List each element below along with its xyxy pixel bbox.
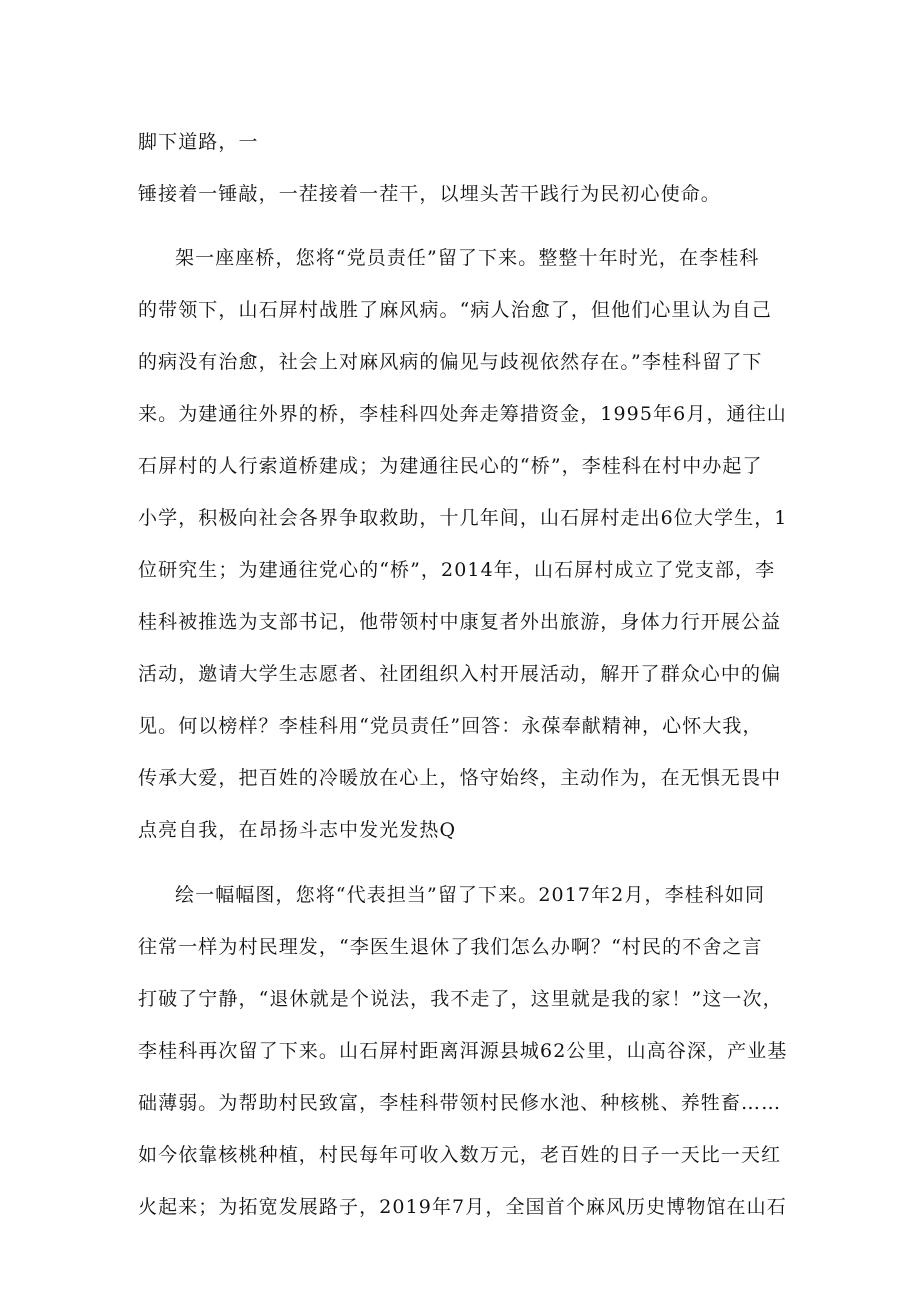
paragraph-first-line: 绘一幅幅图，您将“代表担当”留了下来。2017年2月，李桂科如同 [175,884,766,906]
text-line: 石屏村的人行索道桥建成；为建通往民心的“桥”，李桂科在村中办起了 [138,455,763,477]
text-line: 的病没有治愈，社会上对麻风病的偏见与歧视依然存在。”李桂科留了下 [138,351,763,373]
text-line: 来。为建通往外界的桥，李桂科四处奔走筹措资金，1995年6月，通往山 [138,403,787,425]
text-line: 脚下道路，一 [138,131,259,153]
text-line: 李桂科再次留了下来。山石屏村距离洱源县城62公里，山高谷深，产业基 [138,1040,788,1062]
text-line: 小学，积极向社会各界争取救助，十几年间，山石屏村走出6位大学生，1 [138,507,788,529]
text-line: 如今依靠核桃种植，村民每年可收入数万元，老百姓的日子一天比一天红 [138,1144,782,1166]
text-line: 活动，邀请大学生志愿者、社团组织入村开展活动，解开了群众心中的偏 [138,663,782,685]
text-line: 火起来；为拓宽发展路子，2019年7月，全国首个麻风历史博物馆在山石 [138,1196,787,1218]
text-line: 础薄弱。为帮助村民致富，李桂科带领村民修水池、种核桃、养牲畜…… [138,1092,782,1114]
paragraph-first-line: 架一座座桥，您将“党员责任”留了下来。整整十年时光，在李桂科 [175,247,760,269]
text-line: 锤接着一锤敲，一茬接着一茬干，以埋头苦干践行为民初心使命。 [138,183,721,205]
text-line: 传承大爱，把百姓的冷暖放在心上，恪守始终，主动作为，在无惧无畏中 [138,767,782,789]
text-line: 的带领下，山石屏村战胜了麻风病。“病人治愈了，但他们心里认为自己 [138,299,772,321]
text-line: 打破了宁静，“退休就是个说法，我不走了，这里就是我的家！”这一次， [138,988,783,1010]
text-line: 见。何以榜样？李桂科用“党员责任”回答：永葆奉献精神，心怀大我， [138,715,763,737]
text-line: 桂科被推选为支部书记，他带领村中康复者外出旅游，身体力行开展公益 [138,611,782,633]
text-line: 点亮自我，在昂扬斗志中发光发热Q [138,819,457,841]
text-line: 位研究生；为建通往党心的“桥”，2014年，山石屏村成立了党支部，李 [138,559,776,581]
text-line: 往常一样为村民理发，“李医生退休了我们怎么办啊？“村民的不舍之言 [138,936,763,958]
